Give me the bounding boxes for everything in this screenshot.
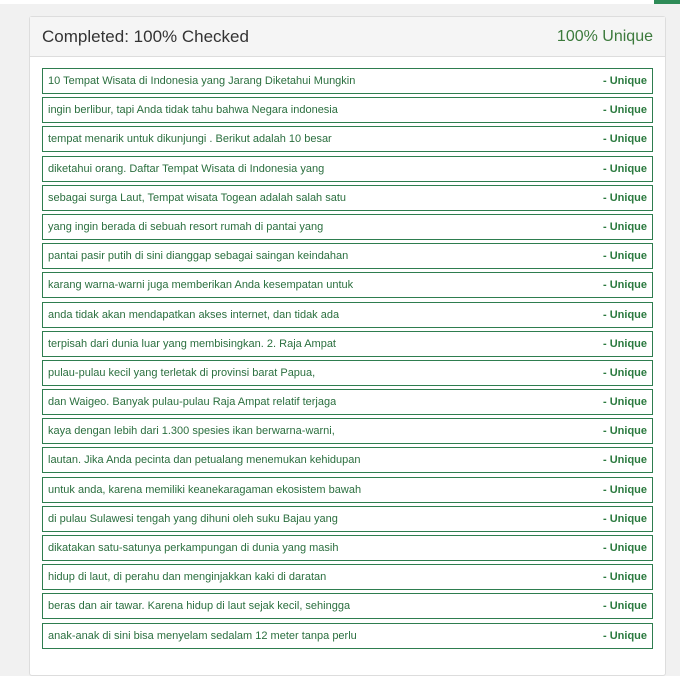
- unique-badge: - Unique: [603, 542, 647, 554]
- result-row: [42, 243, 653, 269]
- unique-badge: - Unique: [603, 162, 647, 175]
- result-row: [42, 302, 653, 328]
- result-row: [42, 477, 653, 503]
- unique-badge: - Unique: [603, 512, 647, 525]
- sentence-text: anak-anak di sini bisa menyelam sedalam 12 meter tanpa perlu: [48, 629, 357, 642]
- sentence-text: ingin berlibur, tapi Anda tidak tahu bahwa Negara indonesia: [48, 104, 338, 117]
- top-strip: [0, 0, 680, 4]
- sentence-text: karang warna-warni juga memberikan Anda kesempatan untuk: [48, 279, 354, 292]
- result-row: [42, 623, 653, 649]
- result-row: [42, 564, 653, 590]
- result-row: [42, 506, 653, 532]
- sentence-text: dan Waigeo. Banyak pulau-pulau Raja Ampat relatif terjaga: [48, 396, 337, 409]
- result-row: [42, 535, 653, 561]
- result-row: [42, 389, 653, 415]
- unique-badge: - Unique: [603, 337, 647, 350]
- sentence-text: sebagai surga Laut, Tempat wisata Togean adalah salah satu: [48, 191, 347, 204]
- sentence-text: untuk anda, karena memiliki keanekaragaman ekosistem bawah: [48, 483, 362, 496]
- unique-badge: - Unique: [603, 75, 647, 87]
- unique-badge: - Unique: [603, 220, 647, 233]
- unique-badge: - Unique: [603, 425, 647, 438]
- sentence-list: [30, 57, 665, 649]
- sentence-text: hidup di laut, di perahu dan menginjakkan kaki di daratan: [48, 571, 327, 584]
- result-row: [42, 593, 653, 619]
- sentence-text: terpisah dari dunia luar yang membisingkan. 2. Raja Ampat: [48, 337, 336, 350]
- completion-status: Completed: 100% Checked: [42, 26, 249, 46]
- unique-badge: - Unique: [603, 133, 647, 146]
- sentence-text: pantai pasir putih di sini dianggap sebagai saingan keindahan: [48, 250, 349, 263]
- unique-badge: - Unique: [603, 454, 647, 467]
- unique-badge: - Unique: [603, 483, 647, 496]
- unique-badge: - Unique: [603, 366, 647, 379]
- result-row: [42, 360, 653, 386]
- uniqueness-summary: 100% Unique: [556, 27, 653, 45]
- sentence-text: pulau-pulau kecil yang terletak di provinsi barat Papua,: [48, 366, 316, 379]
- unique-badge: - Unique: [603, 191, 647, 204]
- results-panel: [29, 16, 666, 676]
- result-row: [42, 272, 653, 298]
- unique-badge: - Unique: [603, 104, 647, 117]
- sentence-text: di pulau Sulawesi tengah yang dihuni oleh suku Bajau yang: [48, 512, 338, 525]
- panel-header: [30, 17, 665, 57]
- result-row: [42, 447, 653, 473]
- sentence-text: beras dan air tawar. Karena hidup di laut sejak kecil, sehingga: [48, 600, 351, 613]
- result-row: [42, 156, 653, 182]
- unique-badge: - Unique: [603, 600, 647, 613]
- result-row: [42, 68, 653, 94]
- unique-badge: - Unique: [603, 396, 647, 409]
- unique-badge: - Unique: [603, 629, 647, 642]
- top-accent-bar: [654, 0, 680, 4]
- sentence-text: lautan. Jika Anda pecinta dan petualang menemukan kehidupan: [48, 454, 361, 467]
- unique-badge: - Unique: [603, 279, 647, 292]
- unique-badge: - Unique: [603, 308, 647, 321]
- sentence-text: anda tidak akan mendapatkan akses internet, dan tidak ada: [48, 308, 340, 321]
- result-row: [42, 126, 653, 152]
- sentence-text: tempat menarik untuk dikunjungi . Berikut adalah 10 besar: [48, 133, 332, 146]
- sentence-text: yang ingin berada di sebuah resort rumah di pantai yang: [48, 220, 324, 233]
- unique-badge: - Unique: [603, 250, 647, 263]
- result-row: [42, 185, 653, 211]
- result-row: [42, 331, 653, 357]
- result-row: [42, 214, 653, 240]
- sentence-text: 10 Tempat Wisata di Indonesia yang Jarang Diketahui Mungkin: [48, 75, 356, 87]
- sentence-text: kaya dengan lebih dari 1.300 spesies ikan berwarna-warni,: [48, 425, 335, 438]
- result-row: [42, 418, 653, 444]
- sentence-text: diketahui orang. Daftar Tempat Wisata di Indonesia yang: [48, 162, 325, 175]
- result-row: [42, 97, 653, 123]
- sentence-text: dikatakan satu-satunya perkampungan di dunia yang masih: [48, 542, 339, 554]
- unique-badge: - Unique: [603, 571, 647, 584]
